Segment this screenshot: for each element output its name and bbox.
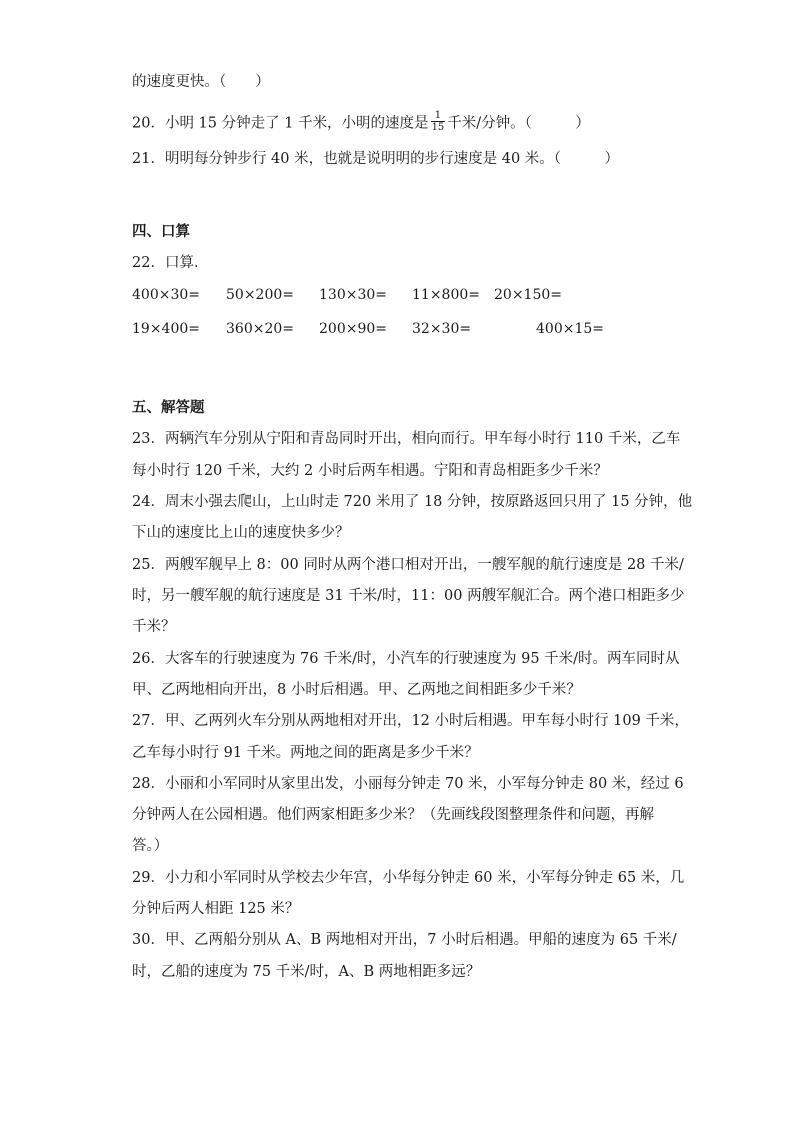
calc-item: 360×20= <box>226 321 294 337</box>
calc-item: 50×200= <box>226 287 294 303</box>
question-28-line-2: 分钟两人在公园相遇。他们两家相距多少米？（先画线段图整理条件和问题，再解 <box>132 807 654 823</box>
fraction-denominator: 15 <box>431 122 445 133</box>
calc-item: 19×400= <box>132 321 200 337</box>
question-20-text: 20．小明 15 分钟走了 1 千米，小明的速度是 <box>132 115 429 132</box>
calc-item: 32×30= <box>412 321 472 337</box>
question-21: 21．明明每分钟步行 40 米，也就是说明明的步行速度是 40 米。（ ） <box>132 151 620 167</box>
question-24-line-2: 下山的速度比上山的速度快多少？ <box>132 525 350 541</box>
question-26-line-1: 26．大客车的行驶速度为 76 千米/时，小汽车的行驶速度为 95 千米/时。两车同时从 <box>132 651 680 667</box>
section-5-heading: 五、解答题 <box>132 399 205 416</box>
question-28-line-3: 答。） <box>132 838 169 854</box>
calc-item: 11×800= <box>412 287 480 303</box>
question-30-line-2: 时，乙船的速度为 75 千米/时，A、B 两地相距多远？ <box>132 964 481 980</box>
calc-item: 400×30= <box>132 287 200 303</box>
question-23-line-1: 23．两辆汽车分别从宁阳和青岛同时开出，相向而行。甲车每小时行 110 千米，乙车 <box>132 431 681 447</box>
section-4-heading: 四、口算 <box>132 223 190 240</box>
question-20-unit: 千米/分钟。（ ） <box>447 115 590 132</box>
question-27-line-2: 乙车每小时行 91 千米。两地之间的距离是多少千米？ <box>132 745 479 761</box>
question-25-line-3: 千米？ <box>132 619 176 635</box>
question-28-line-1: 28．小丽和小军同时从家里出发，小丽每分钟走 70 米，小军每分钟走 80 米，经过 6 <box>132 776 684 792</box>
question-19-tail: 的速度更快。（ ） <box>132 74 270 90</box>
calc-item: 20×150= <box>494 287 562 303</box>
fraction-numerator: 1 <box>431 110 446 122</box>
question-22: 22．口算． <box>132 255 209 271</box>
question-27-line-1: 27．甲、乙两列火车分别从两地相对开出，12 小时后相遇。甲车每小时行 109 千米， <box>132 713 689 729</box>
calc-item: 200×90= <box>319 321 387 337</box>
fraction-1-15 <box>431 110 446 133</box>
question-20 <box>132 112 590 135</box>
question-29-line-2: 分钟后两人相距 125 米？ <box>132 901 300 917</box>
question-24-line-1: 24．周末小强去爬山，上山时走 720 米用了 18 分钟，按原路返回只用了 15 分钟，他 <box>132 494 693 510</box>
question-25-line-1: 25．两艘军舰早上 8：00 同时从两个港口相对开出，一艘军舰的航行速度是 28 千米/ <box>132 557 684 573</box>
calc-item: 130×30= <box>319 287 387 303</box>
question-25-line-2: 时，另一艘军舰的航行速度是 31 千米/时，11：00 两艘军舰汇合。两个港口相距多少 <box>132 588 685 604</box>
question-26-line-2: 甲、乙两地相向开出，8 小时后相遇。甲、乙两地之间相距多少千米？ <box>132 682 581 698</box>
calc-item: 400×15= <box>536 321 604 337</box>
question-23-line-2: 每小时行 120 千米，大约 2 小时后两车相遇。宁阳和青岛相距多少千米？ <box>132 463 608 479</box>
question-29-line-1: 29．小力和小军同时从学校去少年宫，小华每分钟走 60 米，小军每分钟走 65 米，几 <box>132 870 685 886</box>
question-30-line-1: 30．甲、乙两船分别从 A、B 两地相对开出，7 小时后相遇。甲船的速度为 65 千米/ <box>132 932 677 948</box>
